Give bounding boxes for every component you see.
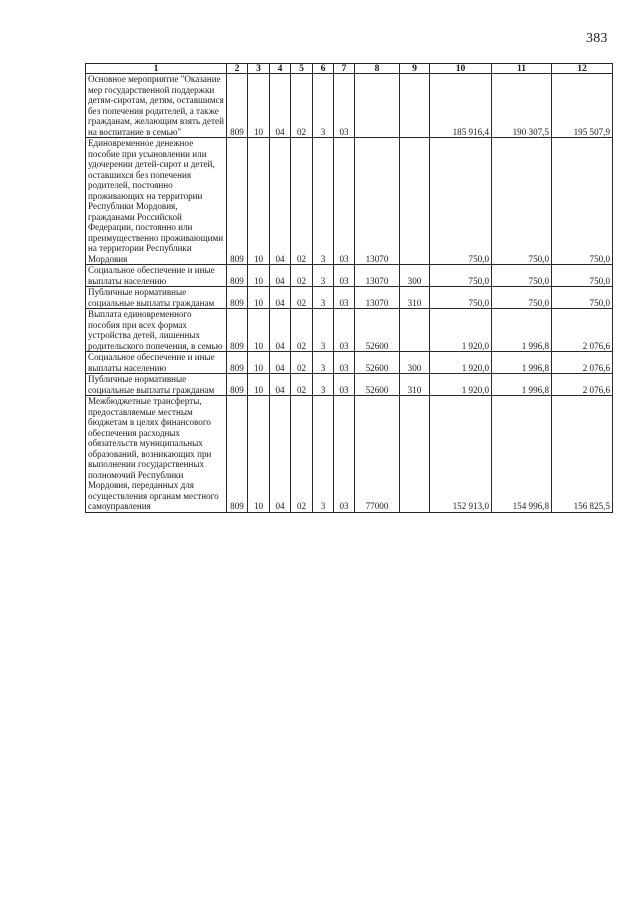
cell-amount-3: 750,0 <box>552 265 613 287</box>
row-name: Публичные нормативные социальные выплаты гражданам <box>86 374 227 396</box>
table-row <box>86 352 613 374</box>
page-number: 383 <box>586 31 608 46</box>
column-header: 2 <box>227 64 248 74</box>
cell-subprogram: 3 <box>313 352 334 374</box>
cell-amount-3: 195 507,9 <box>552 74 613 138</box>
cell-amount-3: 2 076,6 <box>552 374 613 396</box>
cell-event: 03 <box>334 287 355 309</box>
cell-amount-1: 152 913,0 <box>430 396 492 513</box>
cell-amount-1: 750,0 <box>430 138 492 265</box>
row-name: Межбюджетные трансферты, предоставляемые местным бюджетам в целях финансового обеспечения расходных обязательств муниципальных образований, возникающих при выполнении государственных полномочий Республики Мордовия, переданных для осуществления органам местного самоуправления <box>86 396 227 513</box>
cell-event: 03 <box>334 374 355 396</box>
cell-amount-1: 185 916,4 <box>430 74 492 138</box>
table-row <box>86 74 613 138</box>
table-header-row <box>86 64 613 74</box>
cell-subprogram: 3 <box>313 396 334 513</box>
cell-expense-type: 310 <box>400 374 430 396</box>
row-name: Единовременное денежное пособие при усыновлении или удочерении детей-сирот и детей, оставшихся без попечения родителей, постоянно проживающих на территории Республики Мордовия, гражданами Российской Федерации, постоянно или преимущественно проживающими на территории Республики Мордовия <box>86 138 227 265</box>
cell-event: 03 <box>334 138 355 265</box>
cell-event: 03 <box>334 309 355 352</box>
cell-admin-code: 809 <box>227 74 248 138</box>
cell-event: 03 <box>334 352 355 374</box>
cell-section: 10 <box>248 287 270 309</box>
column-header: 6 <box>313 64 334 74</box>
table-row <box>86 374 613 396</box>
cell-amount-3: 2 076,6 <box>552 352 613 374</box>
cell-subprogram: 3 <box>313 74 334 138</box>
cell-amount-3: 2 076,6 <box>552 309 613 352</box>
cell-subprogram: 3 <box>313 309 334 352</box>
cell-expense-type <box>400 309 430 352</box>
cell-admin-code: 809 <box>227 309 248 352</box>
cell-amount-2: 750,0 <box>492 287 552 309</box>
cell-section: 10 <box>248 396 270 513</box>
cell-section: 10 <box>248 309 270 352</box>
cell-program: 02 <box>291 287 313 309</box>
cell-amount-1: 750,0 <box>430 287 492 309</box>
column-header: 3 <box>248 64 270 74</box>
cell-amount-2: 154 996,8 <box>492 396 552 513</box>
budget-table-container <box>85 63 612 513</box>
cell-section: 10 <box>248 74 270 138</box>
column-header: 12 <box>552 64 613 74</box>
row-name: Социальное обеспечение и иные выплаты населению <box>86 265 227 287</box>
column-header: 7 <box>334 64 355 74</box>
cell-subsection: 04 <box>270 396 291 513</box>
cell-expense-type <box>400 138 430 265</box>
cell-amount-2: 750,0 <box>492 265 552 287</box>
cell-program: 02 <box>291 396 313 513</box>
cell-program: 02 <box>291 352 313 374</box>
budget-table <box>85 63 613 513</box>
column-header: 5 <box>291 64 313 74</box>
cell-admin-code: 809 <box>227 374 248 396</box>
cell-expense-type <box>400 396 430 513</box>
table-row <box>86 309 613 352</box>
cell-subsection: 04 <box>270 374 291 396</box>
cell-amount-3: 750,0 <box>552 287 613 309</box>
cell-subsection: 04 <box>270 287 291 309</box>
table-row <box>86 396 613 513</box>
cell-program: 02 <box>291 138 313 265</box>
cell-section: 10 <box>248 138 270 265</box>
table-row <box>86 265 613 287</box>
cell-direction <box>355 74 400 138</box>
cell-direction: 13070 <box>355 138 400 265</box>
cell-amount-3: 750,0 <box>552 138 613 265</box>
row-name: Выплата единовременного пособия при всех формах устройства детей, лишенных родительского попечения, в семью <box>86 309 227 352</box>
cell-expense-type: 300 <box>400 265 430 287</box>
cell-expense-type <box>400 74 430 138</box>
row-name: Публичные нормативные социальные выплаты гражданам <box>86 287 227 309</box>
cell-subsection: 04 <box>270 309 291 352</box>
table-row <box>86 287 613 309</box>
column-header: 4 <box>270 64 291 74</box>
cell-amount-2: 190 307,5 <box>492 74 552 138</box>
cell-amount-2: 1 996,8 <box>492 374 552 396</box>
cell-subprogram: 3 <box>313 265 334 287</box>
cell-amount-1: 750,0 <box>430 265 492 287</box>
cell-direction: 13070 <box>355 287 400 309</box>
cell-admin-code: 809 <box>227 352 248 374</box>
cell-expense-type: 300 <box>400 352 430 374</box>
column-header: 8 <box>355 64 400 74</box>
cell-direction: 52600 <box>355 374 400 396</box>
cell-direction: 13070 <box>355 265 400 287</box>
cell-direction: 77000 <box>355 396 400 513</box>
cell-amount-1: 1 920,0 <box>430 309 492 352</box>
cell-amount-1: 1 920,0 <box>430 352 492 374</box>
cell-section: 10 <box>248 265 270 287</box>
cell-section: 10 <box>248 374 270 396</box>
cell-admin-code: 809 <box>227 265 248 287</box>
cell-program: 02 <box>291 374 313 396</box>
row-name: Основное мероприятие "Оказание мер государственной поддержки детям-сиротам, детям, оставшимся без попечения родителей, а также гражданам, желающим взять детей на воспитание в семью" <box>86 74 227 138</box>
cell-amount-3: 156 825,5 <box>552 396 613 513</box>
cell-direction: 52600 <box>355 309 400 352</box>
cell-expense-type: 310 <box>400 287 430 309</box>
cell-subprogram: 3 <box>313 287 334 309</box>
cell-program: 02 <box>291 265 313 287</box>
cell-subsection: 04 <box>270 265 291 287</box>
column-header: 1 <box>86 64 227 74</box>
cell-event: 03 <box>334 396 355 513</box>
table-row <box>86 138 613 265</box>
row-name: Социальное обеспечение и иные выплаты населению <box>86 352 227 374</box>
cell-program: 02 <box>291 309 313 352</box>
cell-subprogram: 3 <box>313 374 334 396</box>
cell-subprogram: 3 <box>313 138 334 265</box>
cell-amount-2: 1 996,8 <box>492 309 552 352</box>
column-header: 10 <box>430 64 492 74</box>
cell-program: 02 <box>291 74 313 138</box>
column-header: 11 <box>492 64 552 74</box>
cell-admin-code: 809 <box>227 396 248 513</box>
cell-amount-2: 750,0 <box>492 138 552 265</box>
cell-admin-code: 809 <box>227 287 248 309</box>
cell-amount-1: 1 920,0 <box>430 374 492 396</box>
cell-event: 03 <box>334 74 355 138</box>
column-header: 9 <box>400 64 430 74</box>
cell-subsection: 04 <box>270 74 291 138</box>
cell-event: 03 <box>334 265 355 287</box>
cell-section: 10 <box>248 352 270 374</box>
cell-subsection: 04 <box>270 138 291 265</box>
cell-admin-code: 809 <box>227 138 248 265</box>
cell-amount-2: 1 996,8 <box>492 352 552 374</box>
cell-subsection: 04 <box>270 352 291 374</box>
cell-direction: 52600 <box>355 352 400 374</box>
